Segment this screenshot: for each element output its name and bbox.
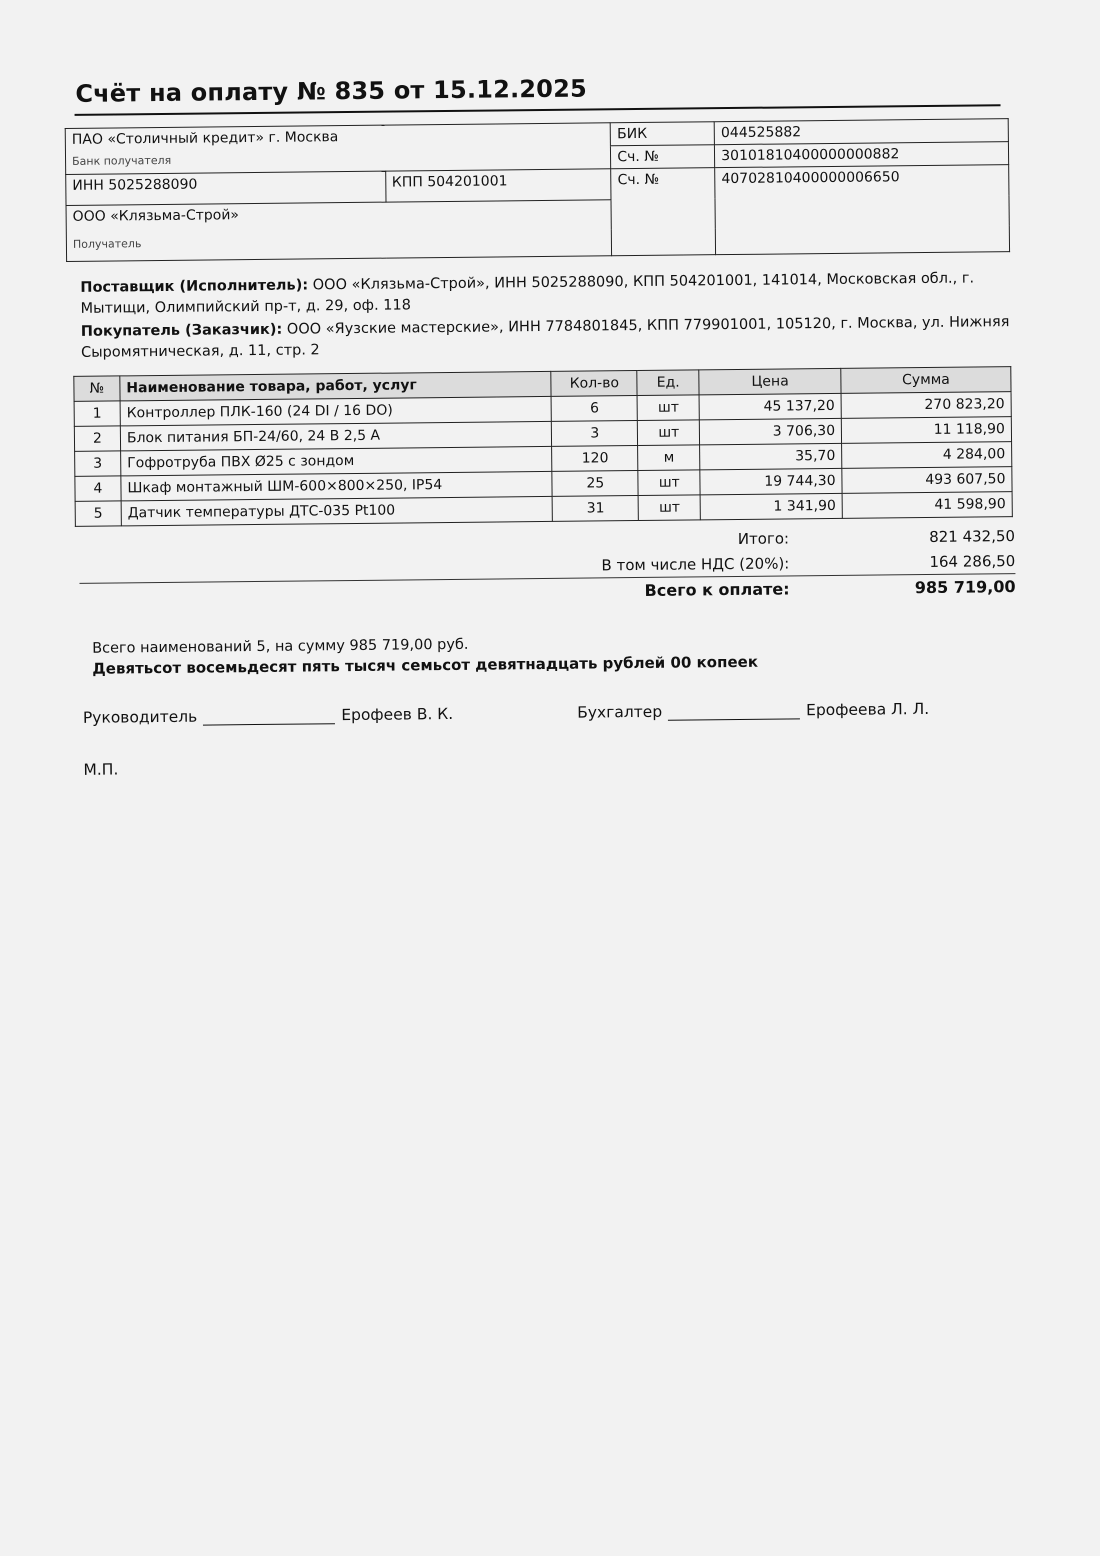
accountant-signature-line: [668, 702, 800, 720]
bank-requisites: [65, 118, 1010, 262]
subtotal-label: Итого:: [737, 528, 790, 548]
summary-block: [92, 629, 1016, 679]
row-price: 3 706,30: [700, 418, 842, 444]
corr-account-value: 30101810400000000882: [715, 142, 1009, 168]
recipient-caption: Получатель: [66, 230, 612, 262]
col-price-header: Цена: [699, 368, 841, 394]
row-num: 5: [75, 501, 121, 526]
row-price: 35,70: [700, 443, 842, 469]
grand-total-label: Всего к оплате:: [644, 579, 790, 600]
supplier-label: Поставщик (Исполнитель):: [80, 277, 309, 296]
row-unit: шт: [638, 495, 700, 521]
invoice-sheet: [64, 50, 1017, 779]
accountant-name: Ерофеева Л. Л.: [806, 699, 930, 720]
account-label: Сч. №: [611, 168, 716, 256]
bik-value: 044525882: [714, 119, 1008, 145]
row-price: 45 137,20: [699, 393, 841, 419]
recipient-kpp: КПП 504201001: [385, 169, 611, 202]
row-sum: 11 118,90: [841, 417, 1011, 444]
row-qty: 120: [552, 446, 638, 472]
row-sum: 270 823,20: [841, 392, 1011, 419]
row-sum: 41 598,90: [842, 492, 1012, 519]
items-table: [73, 366, 1013, 527]
row-price: 19 744,30: [700, 468, 842, 494]
col-unit-header: Ед.: [637, 370, 699, 396]
row-unit: м: [638, 445, 700, 471]
buyer-line: [81, 312, 1013, 364]
director-signature-line: [203, 707, 335, 725]
parties-block: [80, 268, 1013, 364]
accountant-signature: [577, 692, 929, 722]
row-name: Контроллер ПЛК-160 (24 DI / 16 DO): [120, 396, 552, 426]
row-name: Шкаф монтажный ШМ-600×800×250, IP54: [121, 471, 553, 501]
row-name: Блок питания БП-24/60, 24 В 2,5 А: [120, 421, 552, 451]
row-sum: 4 284,00: [842, 442, 1012, 469]
row-qty: 31: [553, 496, 639, 522]
row-num: 3: [75, 451, 121, 476]
totals-block: [69, 523, 1016, 609]
bank-name-caption: Банк получателя: [65, 146, 611, 175]
accountant-label: Бухгалтер: [577, 702, 663, 722]
col-name-header: Наименование товара, работ, услуг: [120, 371, 552, 401]
corr-account-label: Сч. №: [611, 145, 715, 169]
bank-name: ПАО «Столичный кредит» г. Москва: [65, 123, 611, 152]
recipient-inn: ИНН 5025288090: [66, 171, 386, 205]
row-name: Датчик температуры ДТС-035 Pt100: [121, 496, 553, 526]
row-name: Гофротруба ПВХ Ø25 с зондом: [121, 446, 553, 476]
account-value: 40702810400000006650: [715, 165, 1010, 255]
buyer-label: Покупатель (Заказчик):: [80, 321, 283, 340]
row-qty: 6: [551, 396, 637, 422]
row-unit: шт: [638, 470, 700, 496]
row-num: 2: [74, 426, 120, 451]
vat-label: В том числе НДС (20%):: [601, 553, 790, 574]
row-qty: 25: [552, 471, 638, 497]
row-unit: шт: [637, 395, 699, 421]
director-signature: [83, 705, 453, 727]
invoice-title: Счёт на оплату № 835 от 15.12.2025: [75, 74, 588, 108]
signatures: [83, 699, 1017, 727]
col-sum-header: Сумма: [841, 367, 1011, 394]
row-unit: шт: [638, 420, 700, 446]
buyer-details: ООО «Яузские мастерские», ИНН 7784801845, КПП 779901001, 105120, г. Москва, ул. Нижняя Сыромятническая, д. 11, стр. 2: [80, 314, 1010, 361]
items-count-text: Всего наименований 5, на сумму 985 719,00 руб.: [92, 636, 469, 657]
vat-value: 164 286,50: [929, 551, 1016, 571]
stamp-place: М.П.: [83, 760, 119, 779]
director-label: Руководитель: [82, 707, 198, 727]
director-name: Ерофеев В. К.: [341, 704, 454, 725]
recipient-name: ООО «Клязьма-Строй»: [66, 200, 612, 236]
row-price: 1 341,90: [700, 493, 842, 519]
bik-label: БИК: [610, 122, 714, 146]
subtotal-value: 821 432,50: [929, 526, 1016, 546]
row-num: 4: [75, 476, 121, 501]
amount-in-words: Девятьсот восемьдесят пять тысяч семьсот девятнадцать рублей 00 копеек: [92, 652, 759, 678]
supplier-details: ООО «Клязьма-Строй», ИНН 5025288090, КПП 504201001, 141014, Московская обл., г. Мытищи, Олимпийский пр-т, д. 29, оф. 118: [80, 270, 975, 317]
row-num: 1: [74, 401, 120, 426]
supplier-line: [80, 268, 1012, 320]
grand-total-value: 985 719,00: [914, 577, 1016, 598]
row-sum: 493 607,50: [842, 467, 1012, 494]
row-qty: 3: [552, 421, 638, 447]
col-num-header: №: [74, 376, 120, 401]
col-qty-header: Кол-во: [551, 371, 637, 397]
